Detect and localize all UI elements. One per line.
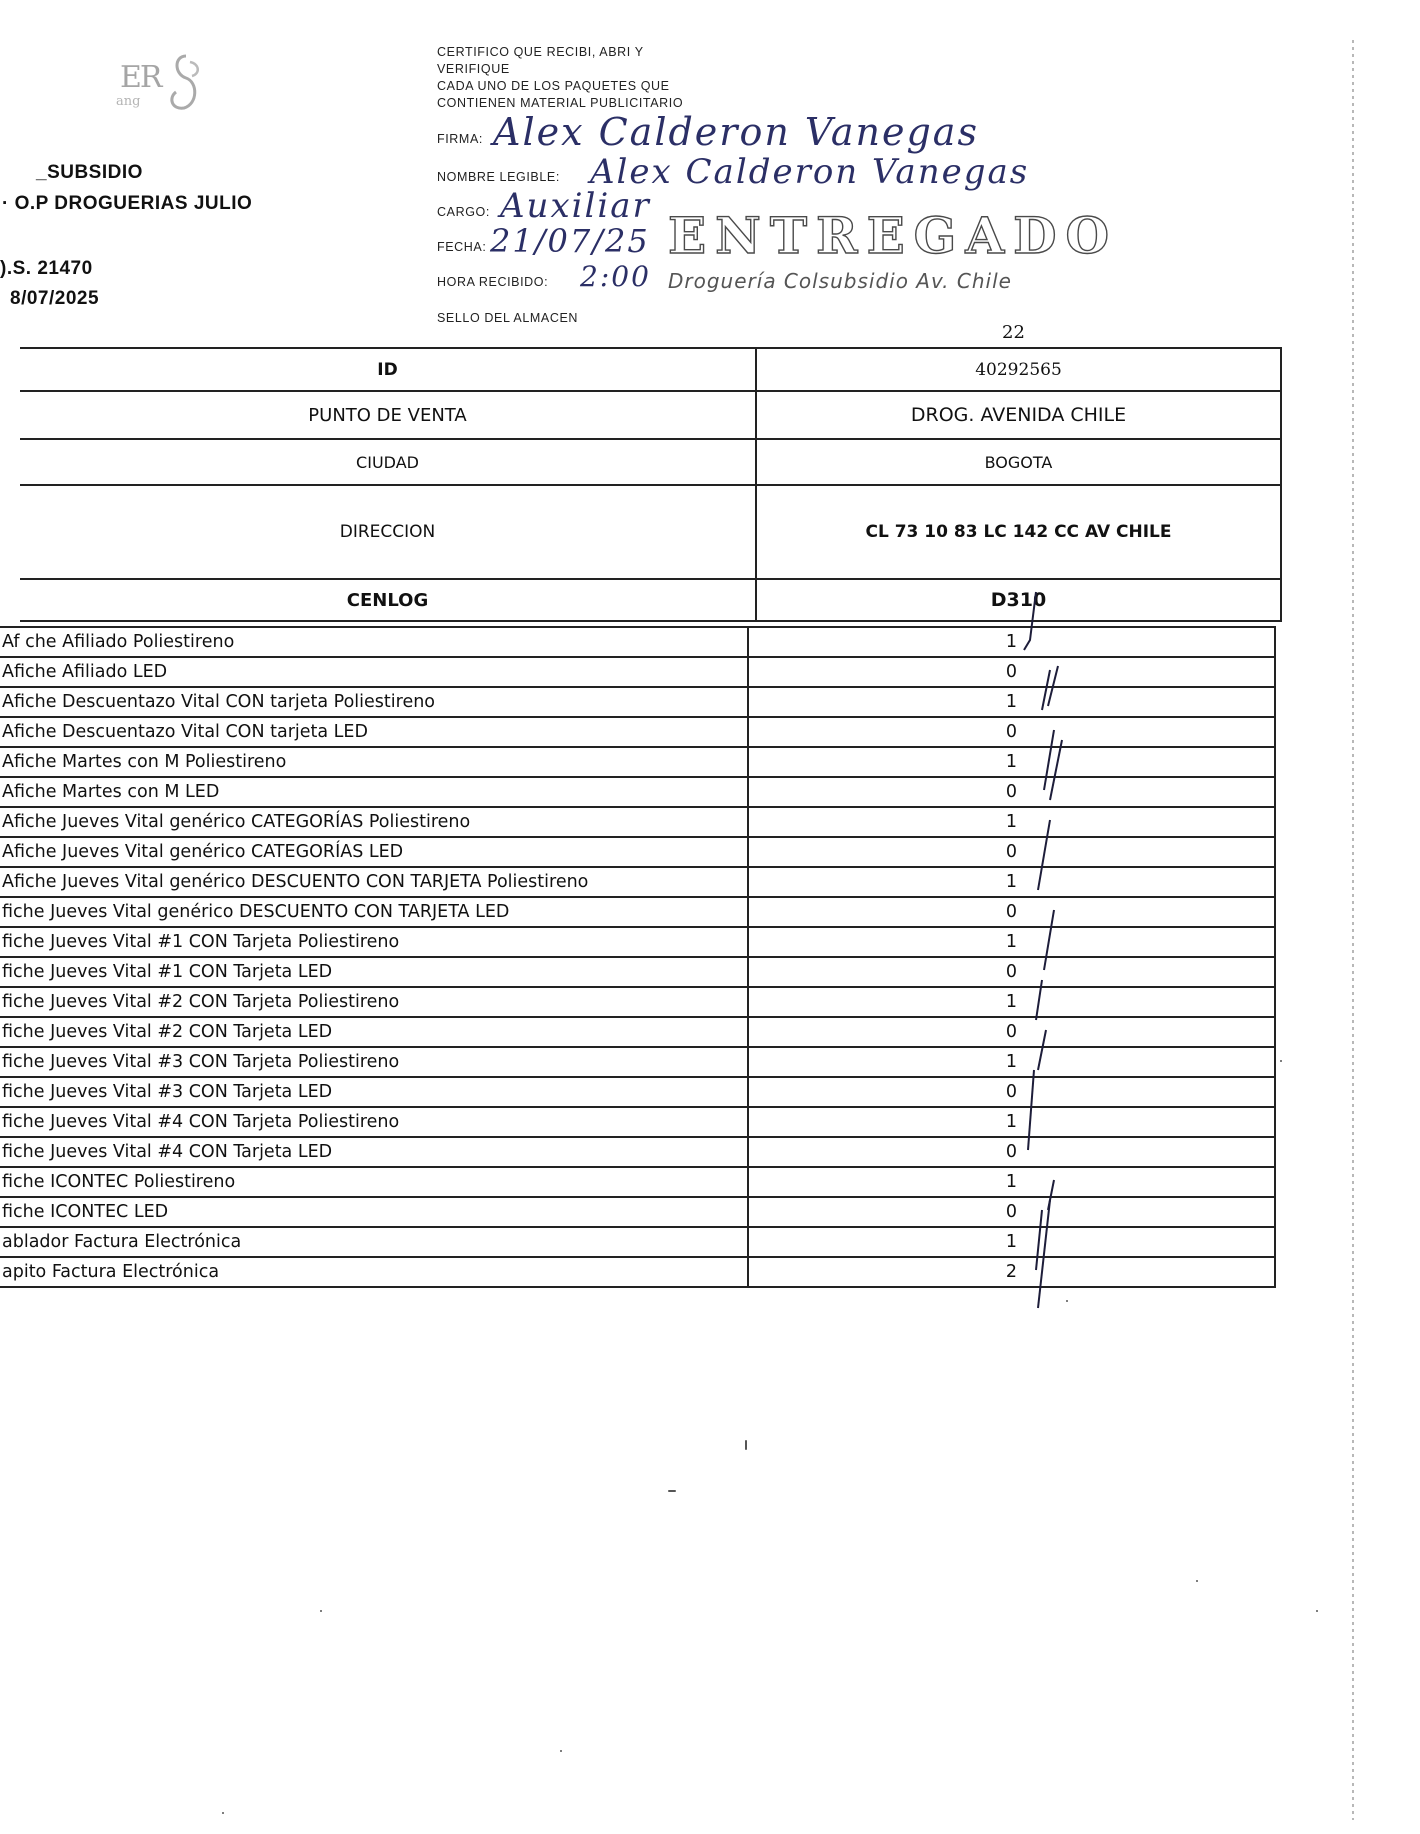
- item-row: [0, 1107, 1275, 1137]
- item-row: [0, 867, 1275, 897]
- sello-label: SELLO DEL ALMACEN: [437, 311, 579, 325]
- statement-line: CERTIFICO QUE RECIBI, ABRI Y: [437, 45, 644, 59]
- scan-speck: [1196, 1580, 1198, 1582]
- item-row: [0, 777, 1275, 807]
- item-name: fiche Jueves Vital #4 CON Tarjeta Poliestireno: [0, 1107, 748, 1137]
- firma-label: FIRMA:: [437, 132, 483, 146]
- item-name: Af che Afiliado Poliestireno: [0, 627, 748, 657]
- item-row: [0, 1137, 1275, 1167]
- certification-statement: [437, 44, 817, 112]
- item-row: [0, 1077, 1275, 1107]
- scan-speck: [1066, 1300, 1068, 1302]
- item-name: Afiche Descuentazo Vital CON tarjeta LED: [0, 717, 748, 747]
- item-row: [0, 957, 1275, 987]
- org-line: _SUBSIDIO: [36, 162, 143, 183]
- item-quantity: 1: [748, 1047, 1275, 1077]
- ciudad-label: CIUDAD: [20, 439, 756, 485]
- delivered-stamp-store: Droguería Colsubsidio Av. Chile: [668, 269, 1012, 293]
- item-name: fiche Jueves Vital #1 CON Tarjeta LED: [0, 957, 748, 987]
- fecha-label: FECHA:: [437, 240, 487, 254]
- item-name: Afiche Jueves Vital genérico CATEGORÍAS LED: [0, 837, 748, 867]
- cenlog-label: CENLOG: [20, 579, 756, 621]
- hora-label: HORA RECIBIDO:: [437, 275, 549, 289]
- scan-speck: [1280, 1060, 1282, 1062]
- item-row: [0, 1017, 1275, 1047]
- direccion-row: [20, 485, 1281, 579]
- item-quantity: 0: [748, 717, 1275, 747]
- nombre-label: NOMBRE LEGIBLE:: [437, 170, 560, 184]
- scan-speck: [560, 1750, 562, 1752]
- scan-speck: [320, 1610, 322, 1612]
- cargo-value: Auxiliar: [500, 186, 651, 226]
- page-number: 22: [1002, 322, 1025, 343]
- direccion-label: DIRECCION: [20, 485, 756, 579]
- item-quantity: 1: [748, 927, 1275, 957]
- item-name: apito Factura Electrónica: [0, 1257, 748, 1287]
- item-row: [0, 1197, 1275, 1227]
- item-name: fiche ICONTEC LED: [0, 1197, 748, 1227]
- item-quantity: 2: [748, 1257, 1275, 1287]
- statement-line: CONTIENEN MATERIAL PUBLICITARIO: [437, 96, 684, 110]
- fecha-value: 21/07/25: [490, 222, 650, 260]
- item-quantity: 0: [748, 1017, 1275, 1047]
- item-row: [0, 1047, 1275, 1077]
- item-row: [0, 747, 1275, 777]
- item-name: fiche ICONTEC Poliestireno: [0, 1167, 748, 1197]
- ciudad-value: BOGOTA: [756, 439, 1281, 485]
- id-value: 40292565: [756, 348, 1281, 391]
- nombre-value: Alex Calderon Vanegas: [590, 152, 1030, 192]
- item-quantity: 1: [748, 1107, 1275, 1137]
- ciudad-row: [20, 439, 1281, 485]
- item-quantity: 1: [748, 807, 1275, 837]
- id-label: ID: [20, 348, 756, 391]
- item-quantity: 0: [748, 1197, 1275, 1227]
- item-quantity: 1: [748, 1167, 1275, 1197]
- logo-subtext: ang: [116, 94, 141, 109]
- item-quantity: 1: [748, 987, 1275, 1017]
- item-name: fiche Jueves Vital #4 CON Tarjeta LED: [0, 1137, 748, 1167]
- item-quantity: 0: [748, 1077, 1275, 1107]
- os-number: ).S. 21470: [0, 258, 93, 279]
- item-quantity: 0: [748, 957, 1275, 987]
- logo-emblem-icon: [164, 52, 208, 114]
- direccion-value: CL 73 10 83 LC 142 CC AV CHILE: [756, 485, 1281, 579]
- scan-edge: [1352, 40, 1354, 1820]
- item-name: fiche Jueves Vital genérico DESCUENTO CON TARJETA LED: [0, 897, 748, 927]
- cargo-label: CARGO:: [437, 205, 490, 219]
- punto-venta-value: DROG. AVENIDA CHILE: [756, 391, 1281, 439]
- item-quantity: 1: [748, 867, 1275, 897]
- item-row: [0, 717, 1275, 747]
- item-quantity: 1: [748, 747, 1275, 777]
- company-logo: [112, 50, 212, 120]
- item-row: [0, 897, 1275, 927]
- item-name: Afiche Descuentazo Vital CON tarjeta Poliestireno: [0, 687, 748, 717]
- material-items-table: [0, 626, 1276, 1288]
- store-info-table: [20, 347, 1282, 622]
- item-row: [0, 1227, 1275, 1257]
- item-name: fiche Jueves Vital #2 CON Tarjeta Poliestireno: [0, 987, 748, 1017]
- item-quantity: 1: [748, 1227, 1275, 1257]
- item-name: Afiche Afiliado LED: [0, 657, 748, 687]
- scan-speck: [1316, 1610, 1318, 1612]
- cenlog-value: D310: [756, 579, 1281, 621]
- item-name: fiche Jueves Vital #2 CON Tarjeta LED: [0, 1017, 748, 1047]
- item-quantity: 0: [748, 657, 1275, 687]
- item-quantity: 0: [748, 837, 1275, 867]
- item-row: [0, 627, 1275, 657]
- item-name: fiche Jueves Vital #1 CON Tarjeta Poliestireno: [0, 927, 748, 957]
- item-name: fiche Jueves Vital #3 CON Tarjeta LED: [0, 1077, 748, 1107]
- item-row: [0, 1257, 1275, 1287]
- logo-text: ER: [120, 60, 161, 95]
- item-row: [0, 987, 1275, 1017]
- item-name: Afiche Martes con M Poliestireno: [0, 747, 748, 777]
- item-row: [0, 807, 1275, 837]
- item-row: [0, 927, 1275, 957]
- scan-speck: [222, 1812, 224, 1814]
- item-name: ablador Factura Electrónica: [0, 1227, 748, 1257]
- document-date: 8/07/2025: [10, 288, 100, 309]
- item-quantity: 0: [748, 897, 1275, 927]
- firma-signature: Alex Calderon Vanegas: [493, 110, 979, 154]
- company-line: · O.P DROGUERIAS JULIO: [2, 193, 253, 214]
- item-name: Afiche Jueves Vital genérico CATEGORÍAS Poliestireno: [0, 807, 748, 837]
- id-row: [20, 348, 1281, 391]
- item-name: fiche Jueves Vital #3 CON Tarjeta Poliestireno: [0, 1047, 748, 1077]
- item-row: [0, 687, 1275, 717]
- hora-value: 2:00: [580, 260, 651, 293]
- item-quantity: 1: [748, 687, 1275, 717]
- item-name: Afiche Martes con M LED: [0, 777, 748, 807]
- item-row: [0, 837, 1275, 867]
- item-row: [0, 1167, 1275, 1197]
- item-name: Afiche Jueves Vital genérico DESCUENTO CON TARJETA Poliestireno: [0, 867, 748, 897]
- item-row: [0, 657, 1275, 687]
- item-quantity: 0: [748, 1137, 1275, 1167]
- delivered-stamp: ENTREGADO: [668, 206, 1119, 265]
- scan-speck: [745, 1440, 747, 1450]
- punto-venta-label: PUNTO DE VENTA: [20, 391, 756, 439]
- punto-venta-row: [20, 391, 1281, 439]
- item-quantity: 0: [748, 777, 1275, 807]
- statement-line: CADA UNO DE LOS PAQUETES QUE: [437, 79, 670, 93]
- cenlog-row: [20, 579, 1281, 621]
- scan-speck: [668, 1490, 676, 1492]
- statement-line: VERIFIQUE: [437, 62, 510, 76]
- item-quantity: 1: [748, 627, 1275, 657]
